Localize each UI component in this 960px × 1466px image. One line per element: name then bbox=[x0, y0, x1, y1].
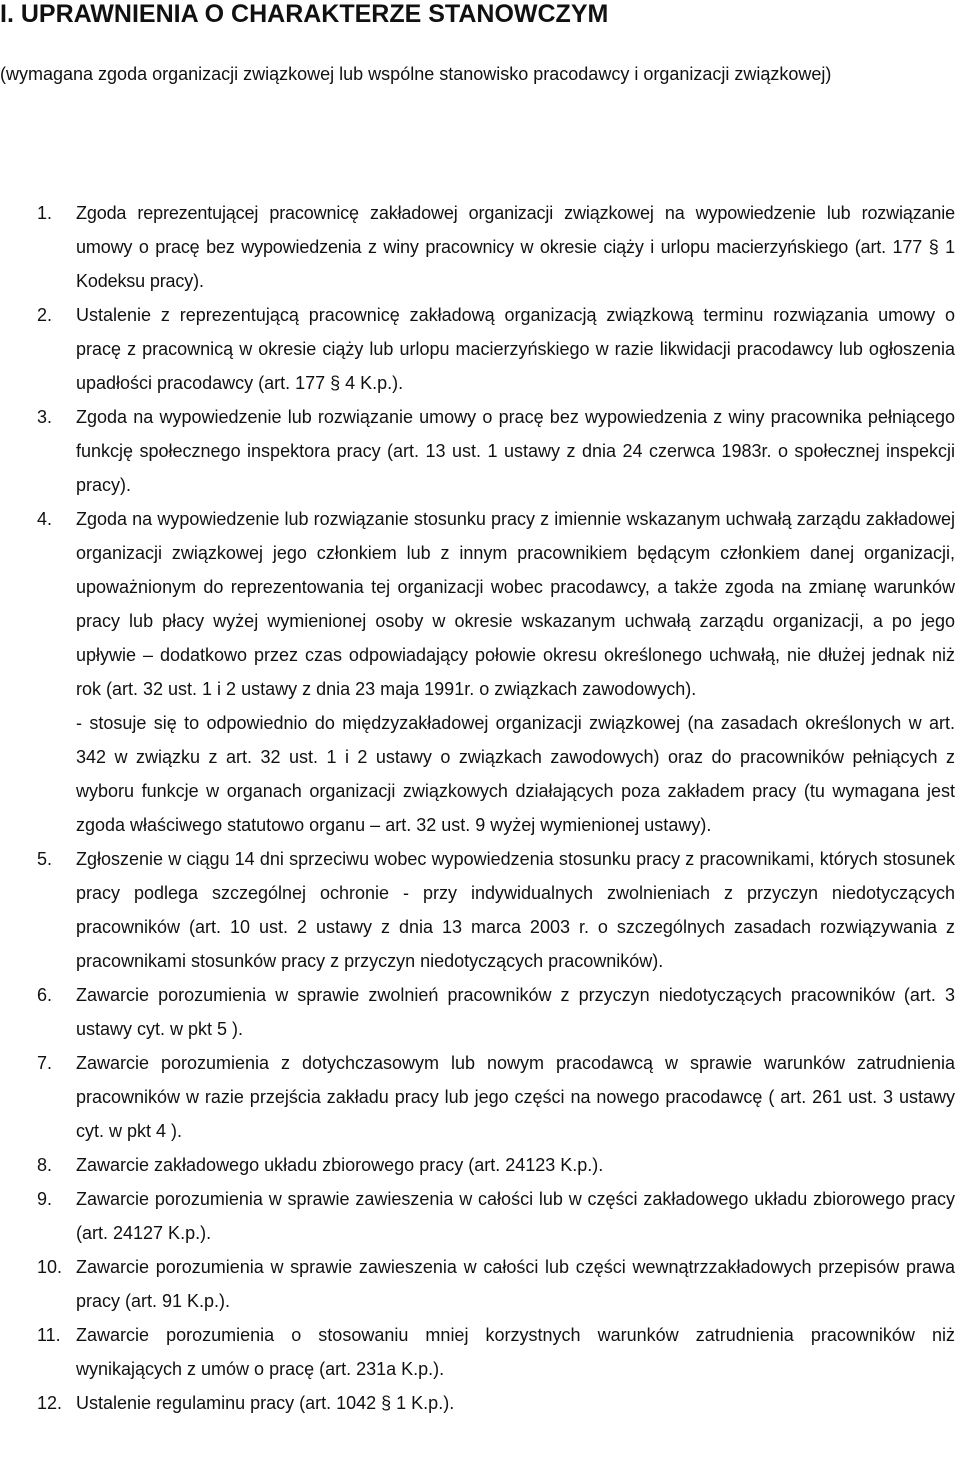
intro-paragraph: (wymagana zgoda organizacji związkowej lub wspólne stanowisko pracodawcy i organizacji związkowej) bbox=[0, 64, 832, 84]
list-item bbox=[0, 1182, 955, 1250]
list-item-text: Zawarcie zakładowego układu zbiorowego pracy (art. 24123 K.p.). bbox=[76, 1155, 604, 1175]
list-item-text: Zgoda reprezentującej pracownicę zakładowej organizacji związkowej na wypowiedzenie lub rozwiązanie umowy o pracę bez wypowiedzenia z winy pracownicy w okresie ciąży i urlopu macierzyńskiego (art. 177 § 1 Kodeksu pracy). bbox=[76, 203, 955, 291]
list-item-body bbox=[76, 502, 955, 842]
list-item bbox=[0, 298, 955, 400]
list-item-number: 9. bbox=[37, 1189, 53, 1209]
list-item bbox=[0, 842, 955, 978]
list-item bbox=[0, 1250, 955, 1318]
section-heading: I. UPRAWNIENIA O CHARAKTERZE STANOWCZYM bbox=[0, 0, 609, 28]
list-item-text: Zawarcie porozumienia w sprawie zawieszenia w całości lub części wewnątrzzakładowych przepisów prawa pracy (art. 91 K.p.). bbox=[76, 1257, 955, 1311]
list-item bbox=[0, 1148, 955, 1182]
list-item-number: 3. bbox=[37, 407, 53, 427]
list-item-number: 2. bbox=[37, 305, 53, 325]
list-item-text: Ustalenie z reprezentującą pracownicę zakładową organizacją związkową terminu rozwiązania umowy o pracę z pracownicą w okresie ciąży lub urlopu macierzyńskiego w razie likwidacji pracodawcy lub ogłoszenia upadłości pracodawcy (art. 177 § 4 K.p.). bbox=[76, 305, 955, 393]
list-item bbox=[0, 978, 955, 1046]
list-item-number: 11. bbox=[37, 1325, 61, 1345]
list-item-text: Zawarcie porozumienia o stosowaniu mniej korzystnych warunków zatrudnienia pracowników niż wynikających z umów o pracę (art. 231a K.p.). bbox=[76, 1325, 955, 1379]
list-item-number: 12. bbox=[37, 1393, 63, 1413]
list-item bbox=[0, 502, 955, 842]
list-item bbox=[0, 1046, 955, 1148]
list-item bbox=[0, 400, 955, 502]
list-item-number: 6. bbox=[37, 985, 53, 1005]
list-item-number: 1. bbox=[37, 203, 53, 223]
list-item-number: 10. bbox=[37, 1257, 63, 1277]
list-item bbox=[0, 196, 955, 298]
list-item-number: 7. bbox=[37, 1053, 53, 1073]
list-item-text: Zawarcie porozumienia w sprawie zwolnień pracowników z przyczyn niedotyczących pracowników (art. 3 ustawy cyt. w pkt 5 ). bbox=[76, 985, 955, 1039]
list-item-number: 4. bbox=[37, 509, 53, 529]
list-item-number: 5. bbox=[37, 849, 53, 869]
list-item-text: Zgoda na wypowiedzenie lub rozwiązanie umowy o pracę bez wypowiedzenia z winy pracownika pełniącego funkcję społecznego inspektora pracy (art. 13 ust. 1 ustawy z dnia 24 czerwca 1983r. o społecznej inspekcji pracy). bbox=[76, 407, 955, 495]
list-item bbox=[0, 1318, 955, 1386]
list-item-number: 8. bbox=[37, 1155, 53, 1175]
list-item-text: Zgoda na wypowiedzenie lub rozwiązanie stosunku pracy z imiennie wskazanym uchwałą zarządu zakładowej organizacji związkowej jego członkiem lub z innym pracownikiem będącym członkiem danej organizacji, upoważnionym do reprezentowania tej organizacji wobec pracodawcy, a także zgoda na zmianę warunków pracy lub płacy wyżej wymienionej osoby w okresie wskazanym uchwałą zarządu organizacji, a po jego upływie – dodatkowo przez czas odpowiadający połowie okresu określonego uchwałą, nie dłużej jednak niż rok (art. 32 ust. 1 i 2 ustawy z dnia 23 maja 1991r. o związkach zawodowych). bbox=[76, 509, 955, 699]
list-item bbox=[0, 1386, 955, 1420]
list-item-text: Zawarcie porozumienia w sprawie zawieszenia w całości lub w części zakładowego układu zbiorowego pracy (art. 24127 K.p.). bbox=[76, 1189, 955, 1243]
list-item-subtext: - stosuje się to odpowiednio do międzyzakładowej organizacji związkowej (na zasadach określonych w art. 342 w związku z art. 32 ust. 1 i 2 ustawy o związkach zawodowych) oraz do pracowników pełniących z wyboru funkcje w organach organizacji związkowych działających poza zakładem pracy (tu wymagana jest zgoda właściwego statutowo organu – art. 32 ust. 9 wyżej wymienionej ustawy). bbox=[76, 713, 955, 835]
list-item-text: Ustalenie regulaminu pracy (art. 1042 § 1 K.p.). bbox=[76, 1393, 455, 1413]
list-item-text: Zawarcie porozumienia z dotychczasowym lub nowym pracodawcą w sprawie warunków zatrudnienia pracowników w razie przejścia zakładu pracy lub jego części na nowego pracodawcę ( art. 261 ust. 3 ustawy cyt. w pkt 4 ). bbox=[76, 1053, 955, 1141]
list-item-text: Zgłoszenie w ciągu 14 dni sprzeciwu wobec wypowiedzenia stosunku pracy z pracownikami, których stosunek pracy podlega szczególnej ochronie - przy indywidualnych zwolnieniach z przyczyn niedotyczących pracowników (art. 10 ust. 2 ustawy z dnia 13 marca 2003 r. o szczególnych zasadach rozwiązywania z pracownikami stosunków pracy z przyczyn niedotyczących pracowników). bbox=[76, 849, 955, 971]
rights-list bbox=[0, 196, 955, 1420]
